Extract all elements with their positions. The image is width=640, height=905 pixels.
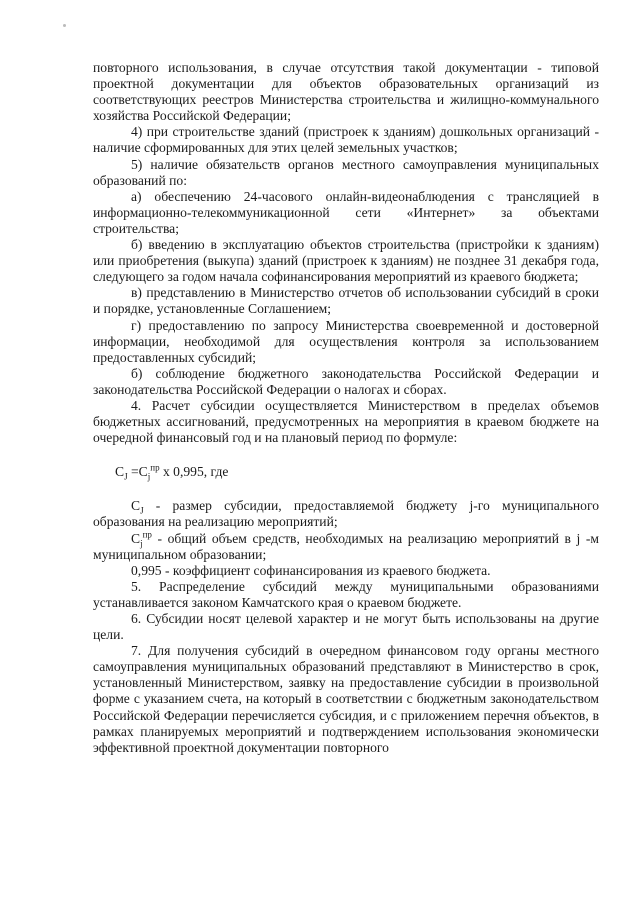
paragraph-continuation: повторного использования, в случае отсутствия такой документации - типовой проектной документации для объектов образовательных организаций из соответствующих реестров Министерства строительства и жилищно-коммунального хозяйства Российской Федерации;: [93, 60, 599, 124]
paragraph-subitem-b: б) введению в эксплуатацию объектов строительства (пристройки к зданиям) или приобретения (выкупа) зданий (пристроек к зданиям) не позднее 31 декабря года, следующего за годом начала софинансирования мероприятий из краевого бюджета;: [93, 237, 599, 285]
definition-coefficient: 0,995 - коэффициент софинансирования из краевого бюджета.: [131, 562, 491, 578]
paragraph-section-4: 4. Расчет субсидии осуществляется Министерством в пределах объемов бюджетных ассигнований, предусмотренных на мероприятия в краевом бюджете на очередной финансовый год и на плановый период по формуле:: [93, 397, 599, 446]
paragraph-subitem-v: в) представлению в Министерство отчетов об использовании субсидий в сроки и порядке, установленные Соглашением;: [93, 285, 599, 317]
paragraph-item-6: б) соблюдение бюджетного законодательства Российской Федерации и законодательства Российской Федерации о налогах и сборах.: [93, 365, 599, 397]
paragraph-subitem-g: г) предоставлению по запросу Министерства своевременной и достоверной информации, необходимой для осуществления контроля за использованием предоставленных субсидий;: [93, 317, 599, 365]
subsidy-formula: $C_J =C_j^{пр}$ x 0,995, где: [115, 462, 229, 482]
paragraph-section-7: 7. Для получения субсидий в очередном финансовом году органы местного самоуправления муниципальных образований представляют в Министерство в срок, установленный Министерством, заявку на предоставление субсидии в произвольной форме с указанием счета, на который в соответствии с бюджетным законодательством Российской Федерации перечисляется субсидия, и с приложением перечня объектов, в рамках планируемых мероприятий и подтверждением использования экономически эффективной проектной документации повторного: [93, 643, 599, 755]
paragraph-item-4: 4) при строительстве зданий (пристроек к зданиям) дошкольных организаций - наличие сформированных для этих целей земельных участков;: [93, 124, 599, 156]
scan-speck: [63, 24, 66, 27]
definition-cj-pr: $C_j^{пр}$ - общий объем средств, необходимых на реализацию мероприятий в j -м муниципальном образовании;: [93, 529, 599, 562]
definition-cj: $C_J$ - размер субсидии, предоставляемой бюджету j-го муниципального образования на реализацию мероприятий;: [93, 498, 599, 530]
paragraph-section-5: 5. Распределение субсидий между муниципальными образованиями устанавливается законом Камчатского края о краевом бюджете.: [93, 578, 599, 610]
paragraph-section-6: 6. Субсидии носят целевой характер и не могут быть использованы на другие цели.: [93, 611, 599, 643]
paragraph-item-5: 5) наличие обязательств органов местного самоуправления муниципальных образований по:: [93, 156, 599, 188]
document-body: [93, 60, 599, 756]
paragraph-subitem-a: а) обеспечению 24-часового онлайн-видеонаблюдения с трансляцией в информационно-телекоммуникационной сети «Интернет» за объектами строительства;: [93, 188, 599, 236]
